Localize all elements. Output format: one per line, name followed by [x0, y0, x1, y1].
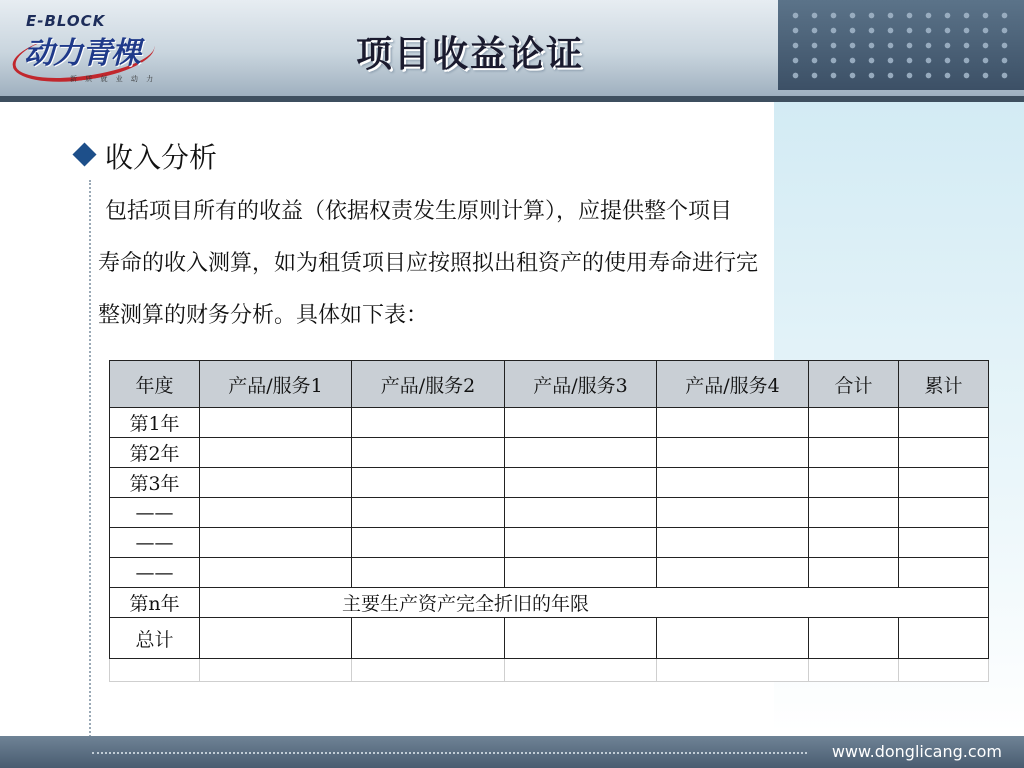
row-year: —— [110, 498, 200, 528]
table-row [110, 438, 989, 468]
header-cumulative: 累计 [899, 361, 989, 408]
row-year: 第1年 [110, 408, 200, 438]
table-row-total [110, 618, 989, 659]
diamond-bullet-icon [72, 142, 96, 166]
depreciation-note: 主要生产资产完全折旧的年限 [200, 588, 989, 618]
table-header-row [110, 361, 989, 408]
logo-subtitle: 新 质 就 业 动 力 [70, 75, 157, 83]
income-table [109, 360, 989, 682]
footer-dotted-line [92, 752, 807, 754]
paragraph-line-2: 寿命的收入测算，如为租赁项目应按照拟出租资产的使用寿命进行完 [98, 251, 759, 276]
row-year: 第n年 [110, 588, 200, 618]
company-logo [12, 10, 162, 90]
row-total-label: 总计 [110, 618, 200, 659]
row-year: —— [110, 558, 200, 588]
footer-band [0, 736, 1024, 768]
row-year: 第2年 [110, 438, 200, 468]
footer-url[interactable]: www.donglicang.com [831, 742, 1002, 761]
slide-title: 项目收益论证 [355, 33, 584, 75]
header-year: 年度 [110, 361, 200, 408]
description-paragraph [98, 186, 958, 342]
table-row [110, 468, 989, 498]
row-year: 第3年 [110, 468, 200, 498]
vertical-dotted-rule [89, 180, 91, 740]
paragraph-line-3: 整测算的财务分析。具体如下表： [98, 303, 429, 328]
table-row [110, 528, 989, 558]
paragraph-line-1: 包括项目所有的收益（依据权责发生原则计算），应提供整个项目 [98, 199, 732, 224]
logo-eblock-text: E-BLOCK [26, 12, 106, 30]
table-row [110, 408, 989, 438]
header-product-4: 产品/服务4 [657, 361, 809, 408]
table-row-empty [110, 659, 989, 682]
row-year: —— [110, 528, 200, 558]
header-subtotal: 合计 [809, 361, 899, 408]
section-heading [76, 136, 217, 176]
table-row-nth-year [110, 588, 989, 618]
logo-chinese-text: 动力青棵 [24, 36, 140, 71]
header-product-1: 产品/服务1 [200, 361, 352, 408]
header-product-2: 产品/服务2 [352, 361, 505, 408]
header-product-3: 产品/服务3 [505, 361, 657, 408]
table-row [110, 498, 989, 528]
table-row [110, 558, 989, 588]
section-heading-text: 收入分析 [105, 141, 218, 174]
header-band [0, 0, 1024, 102]
header-pattern-panel [778, 0, 1024, 90]
dot-grid-decoration [786, 8, 1016, 84]
